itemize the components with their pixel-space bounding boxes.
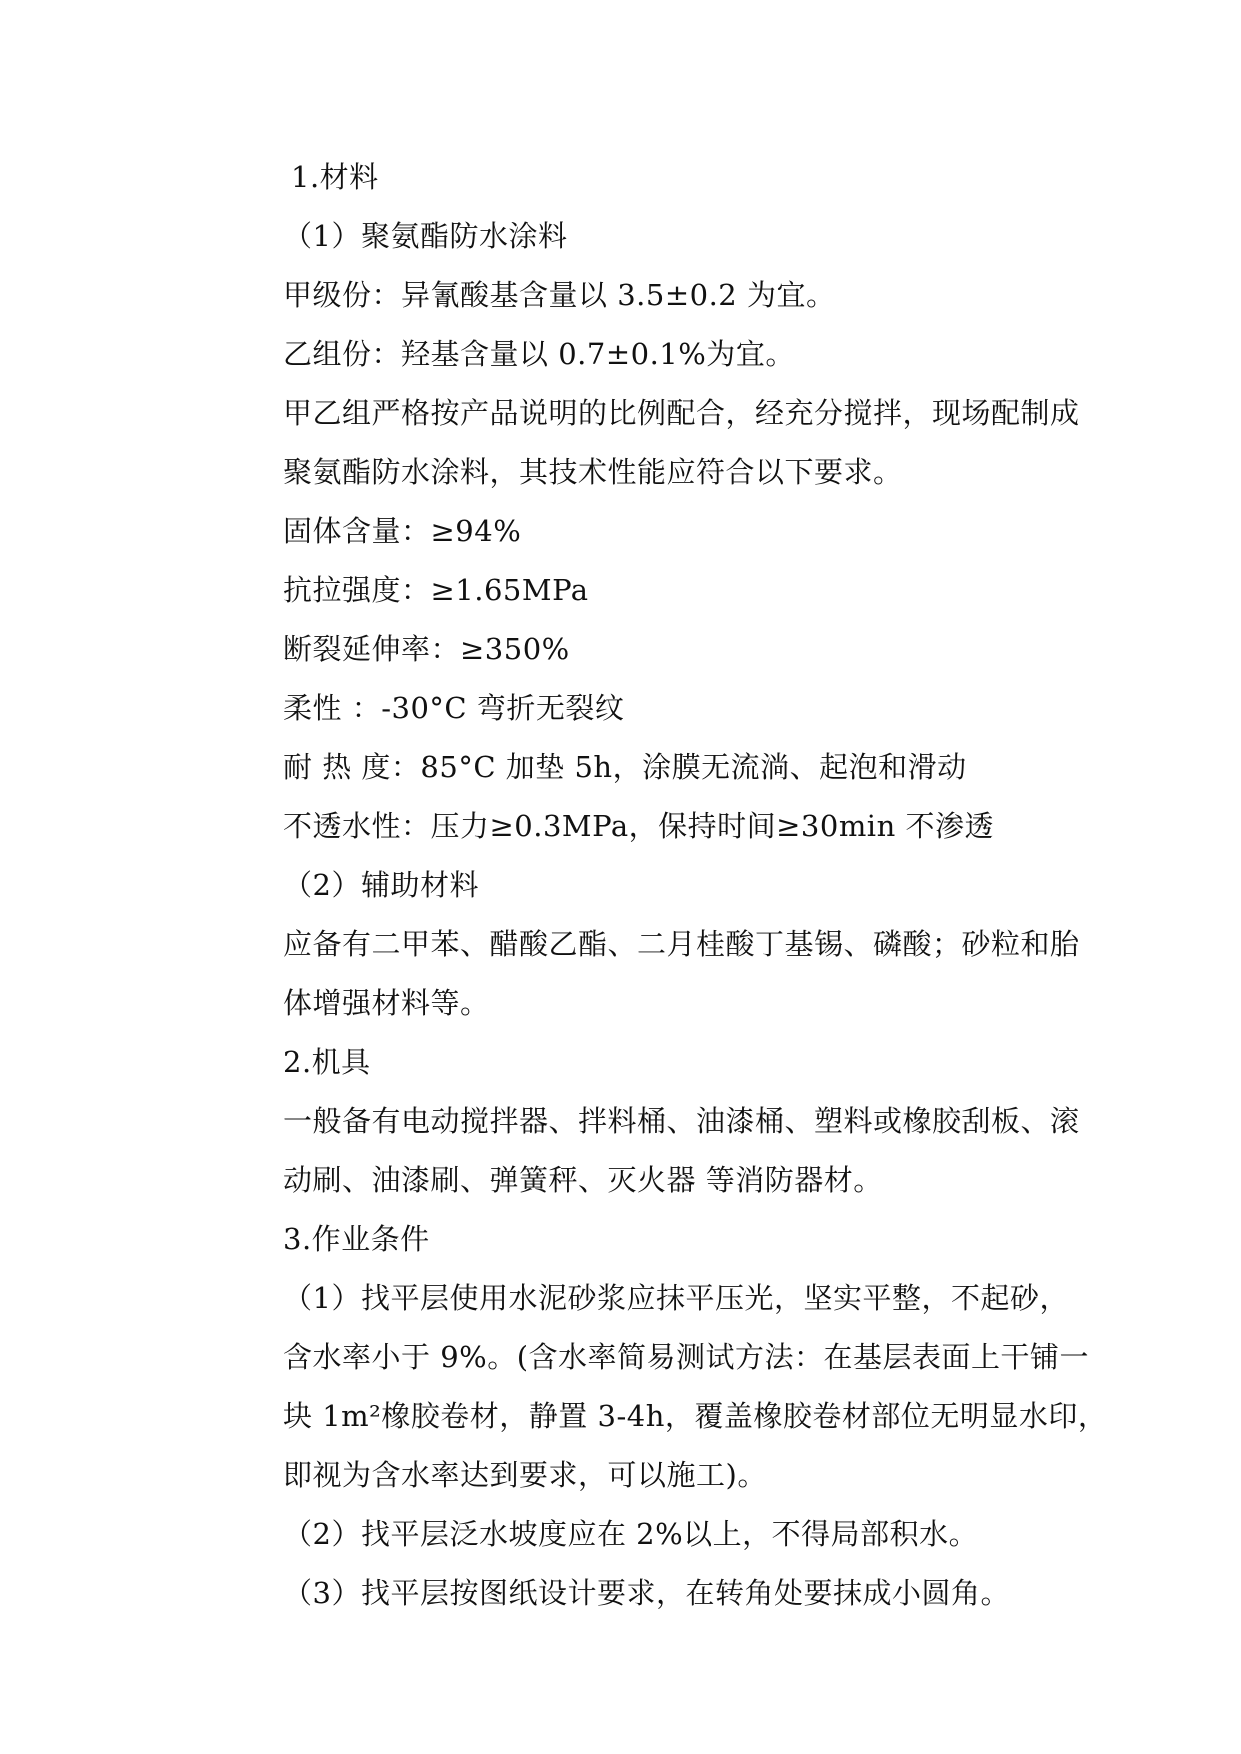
- paragraph-line: （3）找平层按图纸设计要求，在转角处要抹成小圆角。: [283, 1576, 1010, 1610]
- spec-line-heat-resistance: 耐 热 度：85°C 加垫 5h，涂膜无流淌、起泡和滑动: [283, 750, 967, 784]
- spec-line-flexibility: 柔性 ：-30°C 弯折无裂纹: [283, 691, 625, 725]
- section-heading-tools: 2.机具: [283, 1045, 371, 1079]
- section-heading-conditions: 3.作业条件: [283, 1222, 430, 1256]
- paragraph-line: 甲级份：异氰酸基含量以 3.5±0.2 为宜。: [283, 278, 836, 312]
- paragraph-line: 动刷、油漆刷、弹簧秤、灭火器 等消防器材。: [283, 1163, 883, 1197]
- document-body: [283, 148, 1133, 1623]
- paragraph-line: 含水率小于 9%。(含水率简易测试方法：在基层表面上干铺一: [283, 1340, 1090, 1374]
- paragraph-line: 一般备有电动搅拌器、拌料桶、油漆桶、塑料或橡胶刮板、滚: [283, 1104, 1080, 1138]
- subsection-heading-polyurethane: （1）聚氨酯防水涂料: [283, 219, 568, 253]
- paragraph-line: 应备有二甲苯、醋酸乙酯、二月桂酸丁基锡、磷酸；砂粒和胎: [283, 927, 1080, 961]
- spec-line-elongation: 断裂延伸率：≥350%: [283, 632, 570, 666]
- spec-line-tensile-strength: 抗拉强度：≥1.65MPa: [283, 573, 589, 607]
- paragraph-line: 块 1m²橡胶卷材，静置 3-4h，覆盖橡胶卷材部位无明显水印，: [283, 1399, 1108, 1433]
- spec-line-impermeability: 不透水性：压力≥0.3MPa，保持时间≥30min 不渗透: [283, 809, 994, 843]
- section-heading-materials: 1.材料: [291, 160, 379, 194]
- spec-line-solid-content: 固体含量：≥94%: [283, 514, 522, 548]
- paragraph-line: （1）找平层使用水泥砂浆应抹平压光，坚实平整，不起砂，: [283, 1281, 1069, 1315]
- paragraph-line: 聚氨酯防水涂料，其技术性能应符合以下要求。: [283, 455, 903, 489]
- paragraph-line: 乙组份：羟基含量以 0.7±0.1%为宜。: [283, 337, 795, 371]
- paragraph-line: 即视为含水率达到要求，可以施工)。: [283, 1458, 767, 1492]
- paragraph-line: 体增强材料等。: [283, 986, 490, 1020]
- subsection-heading-auxiliary: （2）辅助材料: [283, 868, 479, 902]
- paragraph-line: （2）找平层泛水坡度应在 2%以上，不得局部积水。: [283, 1517, 979, 1551]
- paragraph-line: 甲乙组严格按产品说明的比例配合，经充分搅拌，现场配制成: [283, 396, 1080, 430]
